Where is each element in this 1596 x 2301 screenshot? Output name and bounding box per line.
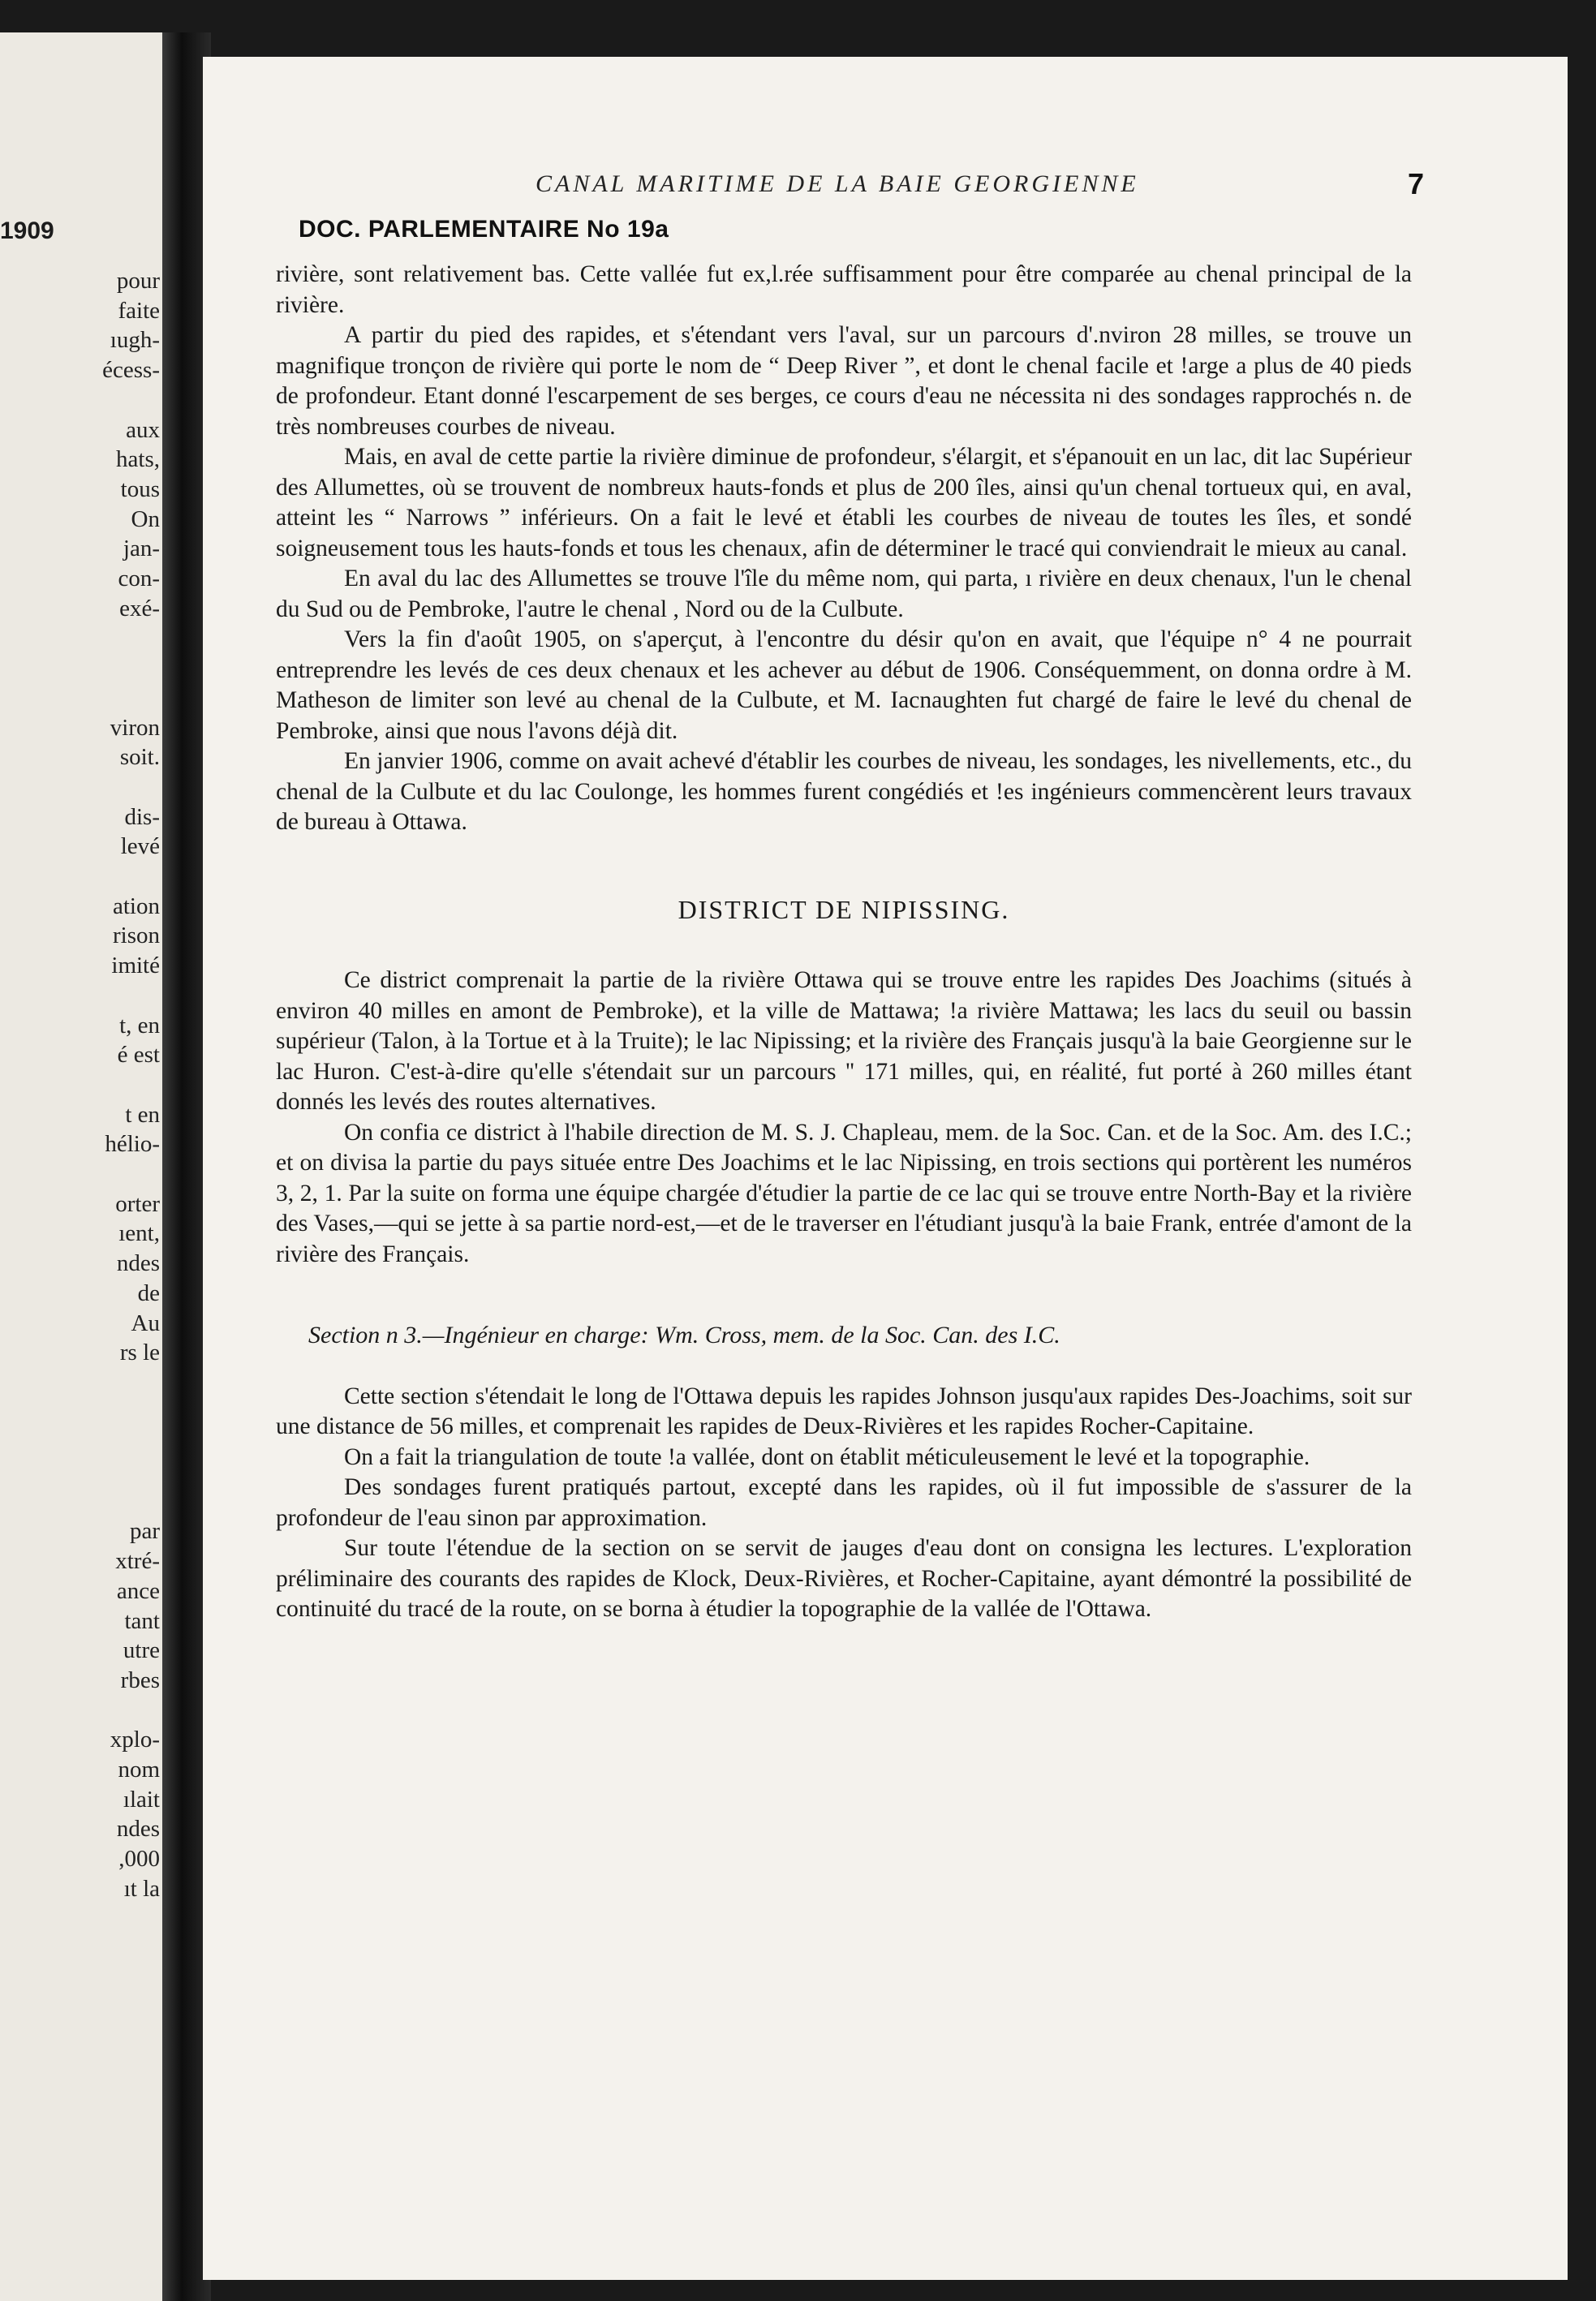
paragraph: En aval du lac des Allumettes se trouve l'île du même nom, qui parta, ı rivière en deux chenaux, l'un le chenal du Sud ou de Pembroke, l'autre le chenal , Nord ou de la Culbute. [276, 566, 1412, 622]
left-page-fragment: xplo- [110, 1727, 160, 1753]
left-page-fragment: On [131, 505, 160, 532]
left-page-fragment: tous [120, 475, 160, 502]
left-page-fragment: hélio- [105, 1131, 160, 1158]
left-page-fragment: Au [131, 1310, 160, 1336]
left-page-fragment: t en [125, 1101, 160, 1128]
left-page-fragment: écess- [102, 357, 160, 384]
left-page-fragment: de [137, 1280, 160, 1306]
left-page-fragment: t, en [119, 1012, 160, 1039]
left-page-year: 1909 [0, 217, 54, 244]
left-page-fragment: con- [118, 566, 160, 591]
left-page-fragment: aux [126, 416, 160, 443]
left-page-fragment: ılait [123, 1786, 160, 1813]
section-title: DISTRICT DE NIPISSING. [678, 894, 1010, 924]
paragraph: Sur toute l'étendue de la section on se servit de jauges d'eau dont on consigna les lectures. L'exploration préliminaire des courants des rapides de Klock, Deux-Rivières, et Rocher-Capitaine, ayant démontré la possibilité de continuité du tracé de la route, on se borna à étudier la topographie de la vallée de l'Ottawa. [276, 1535, 1412, 1622]
left-page-fragment: ıugh- [110, 327, 160, 354]
left-page-fragment: orter [115, 1190, 160, 1217]
left-page-fragment: pour [116, 268, 160, 294]
left-page-fragment: ation [113, 892, 160, 919]
running-title: CANAL MARITIME DE LA BAIE GEORGIENNE [536, 170, 1139, 197]
subsection-title: Section n 3.—Ingénieur en charge: Wm. Cross, mem. de la Soc. Can. des I.C. [308, 1322, 1060, 1348]
left-page-fragment: utre [123, 1637, 160, 1664]
left-page-fragment: tant [124, 1607, 160, 1634]
left-page-fragment: xtré- [115, 1548, 160, 1575]
paragraph: On confia ce district à l'habile direction de M. S. J. Chapleau, mem. de la Soc. Can. et de la Soc. Am. des I.C.; et on divisa la partie du pays située entre Des Joachims et le lac Nipissing, en trois sections qui portèrent les numéros 3, 2, 1. Par la suite on forma une équipe chargée d'étudier la partie de ce lac qui se trouve entre North-Bay et la rivière des Vases,—qui se jette à sa partie nord-est,—et de le traverser en l'étudiant jusqu'à la baie Frank, entrée d'amont de la rivière des Français. [276, 1119, 1412, 1267]
left-page-fragment: rison [113, 923, 160, 949]
left-page-fragment: nom [118, 1757, 160, 1783]
paragraph: On a fait la triangulation de toute !a vallée, dont on établit méticuleusement le levé et la topographie. [344, 1443, 1310, 1470]
paragraph: Vers la fin d'août 1905, on s'aperçut, à l'encontre du désir qu'on en avait, que l'équipe n° 4 ne pourrait entreprendre les levés de ces deux chenaux et les achever au début de 1906. Conséquemment, on donna ordre à M. Matheson de limiter son levé au chenal de la Culbute, et M. Iacnaughten fut chargé de faire le levé du chenal de Pembroke, ainsi que nous l'avons déjà dit. [276, 626, 1412, 744]
left-page-fragment: rs le [119, 1340, 160, 1366]
body-text [276, 260, 1412, 1625]
main-page [203, 57, 1568, 2280]
paragraph: Ce district comprenait la partie de la rivière Ottawa qui se trouve entre les rapides Des Joachims (situés à environ 40 milles en amont de Pembroke), et la ville de Mattawa; !a rivière Mattawa; les lacs du seuil ou bassin supérieur (Talon, à la Tortue et à la Truite); le lac Nipissing; et la rivière des Français jusqu'à la baie Georgienne sur le lac Huron. C'est-à-dire qu'elle s'étendait sur un parcours '' 171 milles, qui, en réalité, fut porté à 260 milles étant donnés les levés des routes alternatives. [276, 967, 1412, 1115]
left-page-fragment: dis- [124, 803, 160, 830]
left-page-fragment: é est [117, 1042, 160, 1069]
left-page-fragment: ndes [116, 1816, 160, 1843]
left-page-fragment: jan- [123, 535, 160, 562]
left-page-fragment: soit. [119, 744, 160, 771]
paragraph: A partir du pied des rapides, et s'étendant vers l'aval, sur un parcours d'.nviron 28 milles, se trouve un magnifique tronçon de rivière qui porte le nom de “ Deep River ”, et dont le chenal facile et !arge a plus de 40 pieds de profondeur. Etant donné l'escarpement de ses berges, ce cours d'eau ne nécessita ni des sondages rapprochés n. de très nombreuses courbes de niveau. [276, 322, 1412, 440]
left-page-fragment: ndes [116, 1250, 160, 1277]
left-page-fragment: viron [110, 714, 160, 741]
paragraph: En janvier 1906, comme on avait achevé d'établir les courbes de niveau, les sondages, les nivellements, etc., du chenal de la Culbute et du lac Coulonge, les hommes furent congédiés et !es ingénieurs commencèrent leurs travaux de bureau à Ottawa. [276, 748, 1412, 835]
left-page-fragment: rbes [120, 1667, 160, 1693]
page-number: 7 [1408, 167, 1425, 200]
left-page-fragment: ıent, [118, 1220, 160, 1247]
left-page-fragment: exé- [119, 595, 160, 621]
left-page-fragment: ,000 [118, 1846, 160, 1873]
left-page-fragment: ıt la [123, 1875, 160, 1902]
left-page-fragment: ance [116, 1577, 160, 1604]
left-page-fragment: faite [118, 297, 160, 324]
paragraph: Des sondages furent pratiqués partout, excepté dans les rapides, où il fut impossible de s'assurer de la profondeur de l'eau sinon par approximation. [276, 1474, 1412, 1531]
document-label: DOC. PARLEMENTAIRE No 19a [299, 216, 669, 243]
left-page-fragment: levé [120, 833, 160, 860]
left-page-fragment: par [129, 1518, 160, 1545]
previous-page-strip [0, 32, 174, 2301]
paragraph: Cette section s'étendait le long de l'Ottawa depuis les rapides Johnson jusqu'aux rapides Des-Joachims, soit sur une distance de 56 milles, et comprenait les rapides de Deux-Rivières et les rapides Rocher-Capitaine. [276, 1383, 1412, 1439]
paragraph: rivière, sont relativement bas. Cette vallée fut ex,l.rée suffisamment pour être comparée au chenal principal de la rivière. [276, 261, 1412, 318]
paragraph: Mais, en aval de cette partie la rivière diminue de profondeur, s'élargit, et s'épanouit en un lac, dit lac Supérieur des Allumettes, où se trouvent de nombreux hauts-fonds et plus de 200 îles, ainsi qu'un chenal tortueux qui, en aval, atteint les “ Narrows ” inférieurs. On a fait le levé et établi les courbes de niveau de toutes les îles, et sondé soigneusement tous les hauts-fonds et tous les chenaux, afin de déterminer le tracé qui conviendrait le mieux au canal. [276, 444, 1412, 561]
left-page-fragment: imité [111, 953, 160, 979]
left-page-fragment: hats, [116, 446, 160, 473]
